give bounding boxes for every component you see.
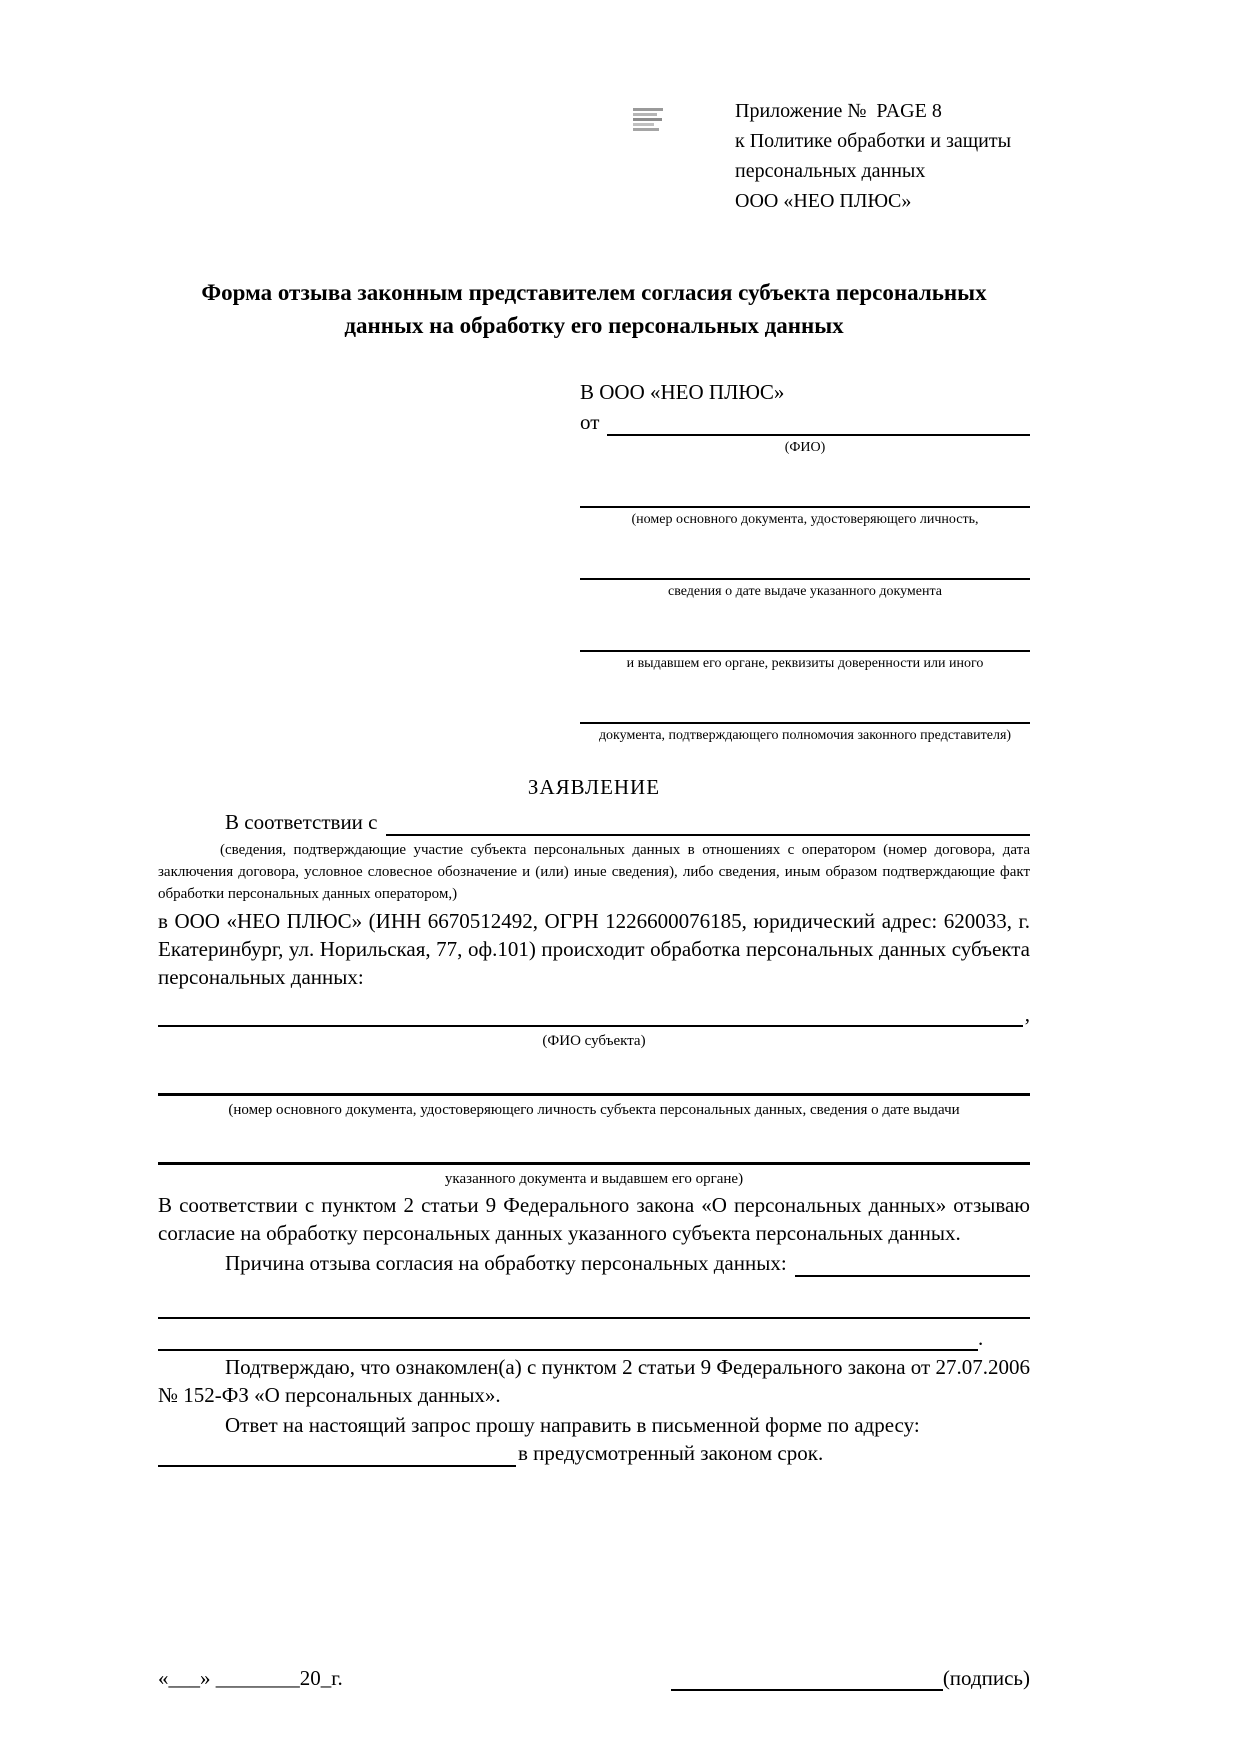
field-caption: (номер основного документа, удостоверяющего личность субъекта персональных данных, сведения о дате выдачи bbox=[228, 1102, 960, 1118]
field-row bbox=[580, 556, 1030, 601]
signature-line bbox=[671, 1665, 943, 1691]
field-caption: документа, подтверждающего полномочия законного представителя) bbox=[598, 728, 1012, 743]
document-title: Форма отзыва законным представителем согласия субъекта персональных данных на обработку его персональных данных bbox=[201, 280, 987, 338]
field-row bbox=[580, 700, 1030, 745]
field-row bbox=[580, 484, 1030, 529]
fill-in-line bbox=[580, 628, 1030, 652]
from-label: от bbox=[580, 410, 600, 434]
signature-area bbox=[671, 1665, 1030, 1691]
reason-label: Причина отзыва согласия на обработку персональных данных: bbox=[225, 1251, 787, 1275]
line-comma: , bbox=[1024, 1002, 1030, 1026]
fill-in-line bbox=[607, 410, 1030, 436]
fill-in-line bbox=[386, 810, 1031, 836]
fill-in-line bbox=[580, 700, 1030, 724]
fill-in-line bbox=[158, 1136, 1030, 1165]
appendix-line: ООО «НЕО ПЛЮС» bbox=[735, 190, 912, 212]
fill-in-row bbox=[158, 1319, 1030, 1351]
reason-row bbox=[158, 1249, 1030, 1277]
appendix-line: к Политике обработки и защиты bbox=[735, 130, 1012, 152]
operator-paragraph: в ООО «НЕО ПЛЮС» (ИНН 6670512492, ОГРН 1226600076185, юридический адрес: 620033, г. Екатеринбург, ул. Норильская, 77, оф.101) происходит обработка персональных данных субъекта персональных данных: bbox=[158, 909, 1030, 989]
reply-address-row bbox=[158, 1439, 1030, 1467]
explanatory-note: (сведения, подтверждающие участие субъекта персональных данных в отношениях с оператором (номер договора, дата заключения договора, условное словесное обозначение и (или) иные сведения), либо сведения, иным образом подтверждающие факт обработки персональных данных оператором,) bbox=[158, 842, 1030, 902]
field-caption: и выдавшем его органе, реквизиты доверенности или иного bbox=[626, 656, 984, 671]
addressee-block bbox=[580, 378, 1030, 745]
fill-in-line bbox=[795, 1251, 1030, 1277]
fill-in-line bbox=[158, 1319, 978, 1351]
field-caption: указанного документа и выдавшем его органе) bbox=[444, 1171, 744, 1187]
reply-paragraph: Ответ на настоящий запрос прошу направить в письменной форме по адресу: bbox=[225, 1413, 920, 1437]
intro-row bbox=[158, 808, 1030, 836]
date-line: «___» ________20_г. bbox=[158, 1666, 343, 1690]
fill-in-line bbox=[158, 999, 1023, 1027]
fill-in-line bbox=[580, 484, 1030, 508]
addressee-to: В ООО «НЕО ПЛЮС» bbox=[580, 380, 785, 404]
line-period: . bbox=[978, 1326, 984, 1350]
field-row bbox=[580, 628, 1030, 673]
fill-in-line bbox=[158, 1067, 1030, 1096]
from-row bbox=[580, 408, 1030, 436]
law-paragraph: В соответствии с пунктом 2 статьи 9 Федерального закона «О персональных данных» отзываю согласие на обработку персональных данных указанного субъекта персональных данных. bbox=[158, 1193, 1030, 1245]
field-caption: (ФИО субъекта) bbox=[542, 1033, 646, 1049]
intro-label: В соответствии с bbox=[225, 810, 378, 834]
confirm-paragraph: Подтверждаю, что ознакомлен(а) с пунктом 2 статьи 9 Федерального закона от 27.07.2006 № 152-ФЗ «О персональных данных». bbox=[158, 1355, 1030, 1407]
appendix-header bbox=[735, 96, 1030, 216]
subject-fio-row bbox=[158, 999, 1030, 1027]
statement-heading: ЗАЯВЛЕНИЕ bbox=[527, 775, 661, 799]
fill-in-line bbox=[158, 1441, 516, 1467]
signature-caption: (подпись) bbox=[942, 1666, 1030, 1690]
reply-suffix: в предусмотренный законом срок. bbox=[518, 1441, 824, 1465]
signature-footer bbox=[158, 1665, 1030, 1691]
field-caption: (ФИО) bbox=[784, 440, 826, 455]
field-caption: (номер основного документа, удостоверяющего личность, bbox=[631, 512, 979, 527]
appendix-line: персональных данных bbox=[735, 160, 926, 182]
fill-in-line bbox=[580, 556, 1030, 580]
fill-in-line bbox=[158, 1277, 1030, 1319]
blurred-text-lines-icon bbox=[633, 108, 663, 140]
appendix-line: Приложение № PAGE 8 bbox=[735, 100, 942, 122]
field-caption: сведения о дате выдаче указанного документа bbox=[668, 584, 942, 599]
